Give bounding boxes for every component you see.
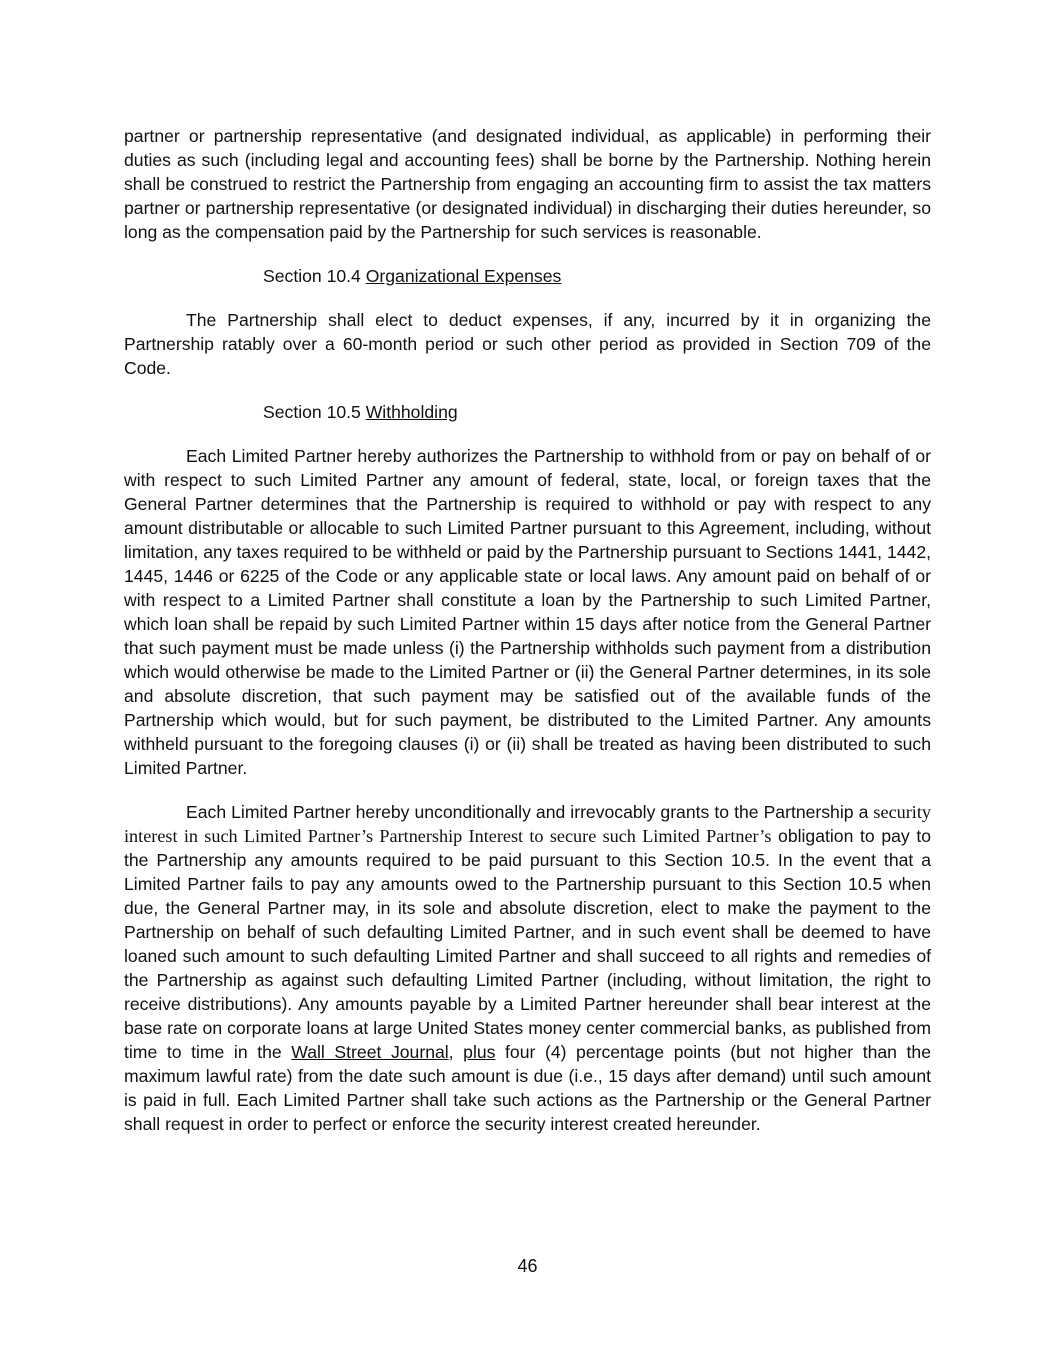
section-10-5-heading bbox=[124, 400, 931, 424]
continuation-paragraph: partner or partnership representative (and designated individual, as applicable) in performing their duties as such (including legal and accounting fees) shall be borne by the Partnership. Nothing herein shall be construed to restrict the Partnership from engaging an accounting firm to assist the tax matters partner or partnership representative (or designated individual) in discharging their duties hereunder, so long as the compensation paid by the Partnership for such services is reasonable. bbox=[124, 126, 931, 242]
journal-comma: , bbox=[448, 1042, 454, 1062]
withholding-paragraph-2-line-2: security interest in such Limited Partner’s Partnership Interest to secure such Limited Partner’s bbox=[124, 802, 931, 846]
section-10-5-title: Withholding bbox=[365, 402, 458, 422]
section-10-4-heading bbox=[124, 264, 931, 288]
section-10-4-paragraph: The Partnership shall elect to deduct expenses, if any, incurred by it in organizing the Partnership ratably over a 60-month period or such other period as provided in Section 709 of the Code. bbox=[124, 310, 931, 378]
plus-term: plus bbox=[463, 1042, 496, 1062]
withholding-paragraph-2 bbox=[124, 800, 931, 1136]
section-10-4-title: Organizational Expenses bbox=[365, 266, 562, 286]
document-page bbox=[124, 124, 931, 1136]
page-number: 46 bbox=[517, 1256, 538, 1276]
withholding-paragraph-2-end: four (4) percentage points (but not higher than the maximum lawful rate) from the date such amount is due (i.e., 15 days after demand) until such amount is paid in full. Each Limited Partner shall take such actions as the Partnership or the General Partner shall request in order to perfect or enforce the security interest created hereunder. bbox=[124, 1042, 931, 1134]
wall-street-journal-reference: Wall Street Journal bbox=[291, 1042, 449, 1062]
withholding-paragraph-1: Each Limited Partner hereby authorizes the Partnership to withhold from or pay on behalf of or with respect to such Limited Partner any amount of federal, state, local, or foreign taxes that the General Partner determines that the Partnership is required to withhold or pay with respect to any amount distributable or allocable to such Limited Partner pursuant to this Agreement, including, without limitation, any taxes required to be withheld or paid by the Partnership pursuant to Sections 1441, 1442, 1445, 1446 or 6225 of the Code or any applicable state or local laws. Any amount paid on behalf of or with respect to a Limited Partner shall constitute a loan by the Partnership to such Limited Partner, which loan shall be repaid by such Limited Partner within 15 days after notice from the General Partner that such payment must be made unless (i) the Partnership withholds such payment from a distribution which would otherwise be made to the Limited Partner or (ii) the General Partner determines, in its sole and absolute discretion, that such payment may be satisfied out of the available funds of the Partnership which would, but for such payment, be distributed to the Limited Partner. Any amounts withheld pursuant to the foregoing clauses (i) or (ii) shall be treated as having been distributed to such Limited Partner. bbox=[124, 446, 931, 778]
section-10-5-number: Section 10.5 bbox=[263, 402, 366, 422]
withholding-paragraph-2-line-1: Each Limited Partner hereby unconditionally and irrevocably grants to the Partnership a bbox=[186, 802, 869, 822]
withholding-paragraph-2-body: obligation to pay to the Partnership any amounts required to be paid pursuant to this Section 10.5. In the event that a Limited Partner fails to pay any amounts owed to the Partnership pursuant to this Section 10.5 when due, the General Partner may, in its sole and absolute discretion, elect to make the payment to the Partnership on behalf of such defaulting Limited Partner, and in such event shall be deemed to have loaned such amount to such defaulting Limited Partner and shall succeed to all rights and remedies of the Partnership as against such defaulting Limited Partner (including, without limitation, the right to receive distributions). Any amounts payable by a Limited Partner hereunder shall bear interest at the base rate on corporate loans at large United States money center commercial banks, as published from time to time in the bbox=[124, 826, 931, 1062]
section-10-4-number: Section 10.4 bbox=[263, 266, 366, 286]
